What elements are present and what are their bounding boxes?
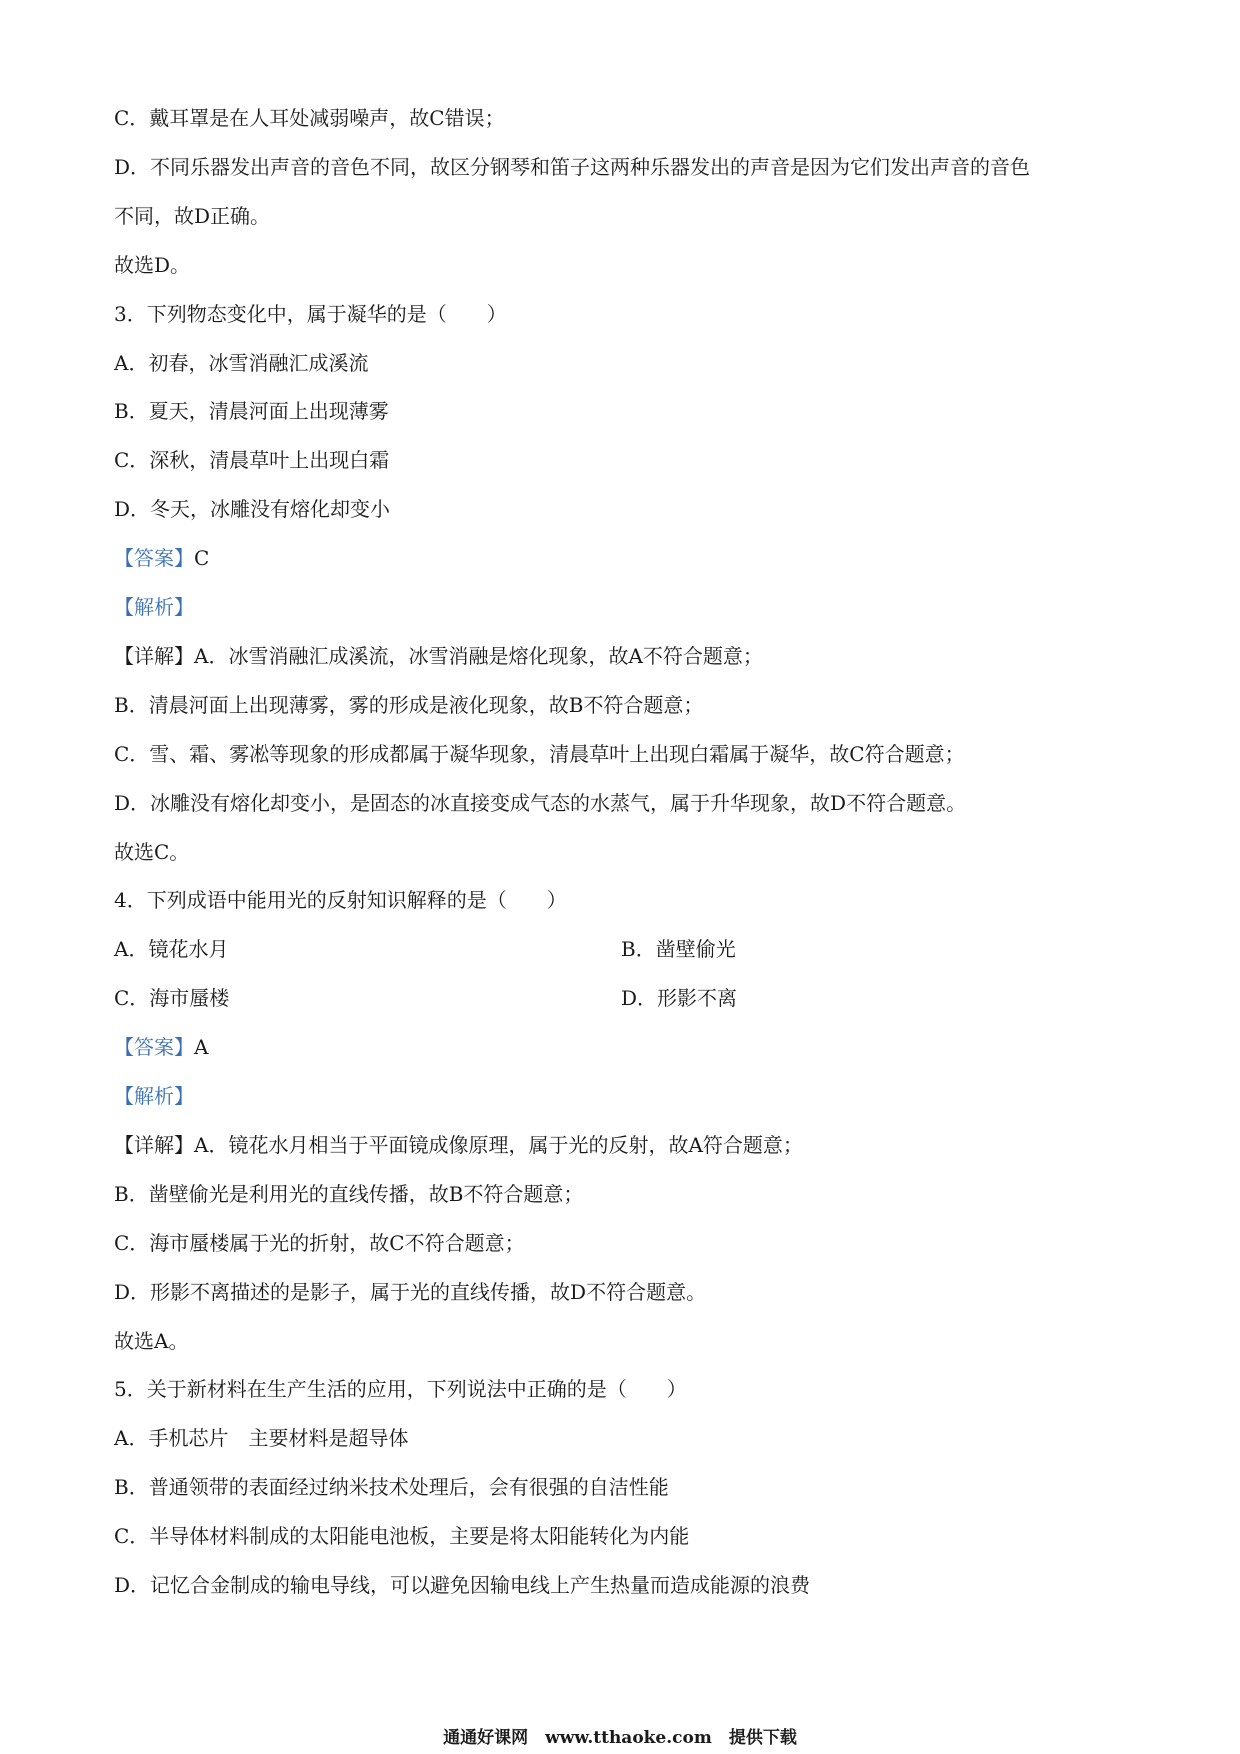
text-line	[114, 300, 507, 328]
line-text: 【详解】A．镜花水月相当于平面镜成像原理，属于光的反射，故A符合题意；	[114, 1133, 803, 1157]
section-tag: 【解析】	[114, 1084, 194, 1108]
text-line	[114, 1229, 525, 1257]
text-line	[114, 935, 228, 963]
text-line	[114, 397, 389, 425]
line-text: A	[194, 1035, 209, 1059]
line-text: 不同，故D正确。	[114, 204, 271, 228]
line-text: C．海市蜃楼属于光的折射，故C不符合题意；	[114, 1231, 525, 1255]
text-line	[114, 789, 966, 817]
text-line	[114, 642, 763, 670]
line-text: C	[194, 546, 210, 570]
text-line	[114, 1473, 669, 1501]
line-text: C．雪、霜、雾凇等现象的形成都属于凝华现象，清晨草叶上出现白霜属于凝华，故C符合题意；	[114, 742, 965, 766]
section-tag: 【解析】	[114, 595, 194, 619]
line-text: D．冬天，冰雕没有熔化却变小	[114, 497, 391, 521]
option-right-column: B．凿壁偷光	[621, 937, 736, 961]
line-text: D．形影不离描述的是影子，属于光的直线传播，故D不符合题意。	[114, 1280, 707, 1304]
line-text: C．深秋，清晨草叶上出现白霜	[114, 448, 390, 472]
line-text: 3．下列物态变化中，属于凝华的是（ ）	[114, 302, 507, 326]
text-line	[114, 153, 1030, 181]
text-line	[114, 1327, 188, 1355]
line-text: A．初春，冰雪消融汇成溪流	[114, 351, 369, 375]
text-line	[114, 1424, 408, 1452]
text-line	[114, 1033, 208, 1061]
text-line	[114, 1278, 706, 1306]
text-line	[114, 104, 505, 132]
section-tag: 【答案】	[114, 1035, 194, 1059]
line-text: 4．下列成语中能用光的反射知识解释的是（ ）	[114, 888, 567, 912]
text-line	[114, 1180, 583, 1208]
line-text: 5．关于新材料在生产生活的应用，下列说法中正确的是（ ）	[114, 1377, 687, 1401]
text-line	[114, 1522, 689, 1550]
line-text: C．海市蜃楼	[114, 986, 230, 1010]
text-line	[114, 740, 965, 768]
text-line	[114, 1571, 810, 1599]
line-text: 【详解】A．冰雪消融汇成溪流，冰雪消融是熔化现象，故A不符合题意；	[114, 644, 763, 668]
line-text: 故选D。	[114, 253, 191, 277]
line-text: D．记忆合金制成的输电导线，可以避免因输电线上产生热量而造成能源的浪费	[114, 1573, 811, 1597]
line-text: A．镜花水月	[114, 937, 229, 961]
text-line	[114, 1082, 194, 1110]
line-text: A．手机芯片 主要材料是超导体	[114, 1426, 409, 1450]
line-text: C．戴耳罩是在人耳处减弱噪声，故C错误；	[114, 106, 505, 130]
line-text: C．半导体材料制成的太阳能电池板，主要是将太阳能转化为内能	[114, 1524, 690, 1548]
text-line	[114, 1131, 803, 1159]
text-line	[114, 446, 389, 474]
line-text: 故选C。	[114, 840, 190, 864]
line-text: D．不同乐器发出声音的音色不同，故区分钢琴和笛子这两种乐器发出的声音是因为它们发出声音的音色	[114, 155, 1031, 179]
text-line	[114, 349, 368, 377]
text-line	[114, 984, 229, 1012]
text-line	[114, 202, 270, 230]
text-line	[114, 495, 390, 523]
line-text: B．夏天，清晨河面上出现薄雾	[114, 399, 389, 423]
section-tag: 【答案】	[114, 546, 194, 570]
line-text: B．凿壁偷光是利用光的直线传播，故B不符合题意；	[114, 1182, 584, 1206]
line-text: B．普通领带的表面经过纳米技术处理后，会有很强的自洁性能	[114, 1475, 669, 1499]
line-text: B．清晨河面上出现薄雾，雾的形成是液化现象，故B不符合题意；	[114, 693, 704, 717]
line-text: 故选A。	[114, 1329, 189, 1353]
page-footer: 通通好课网 www.tthaoke.com 提供下载	[443, 1728, 797, 1748]
option-right-column: D．形影不离	[621, 986, 738, 1010]
line-text: D．冰雕没有熔化却变小，是固态的冰直接变成气态的水蒸气，属于升华现象，故D不符合题意。	[114, 791, 967, 815]
text-line	[114, 691, 703, 719]
text-line	[114, 251, 190, 279]
text-line	[114, 544, 209, 572]
text-line	[114, 593, 194, 621]
text-line	[114, 838, 189, 866]
text-line	[114, 886, 567, 914]
text-line	[114, 1375, 687, 1403]
